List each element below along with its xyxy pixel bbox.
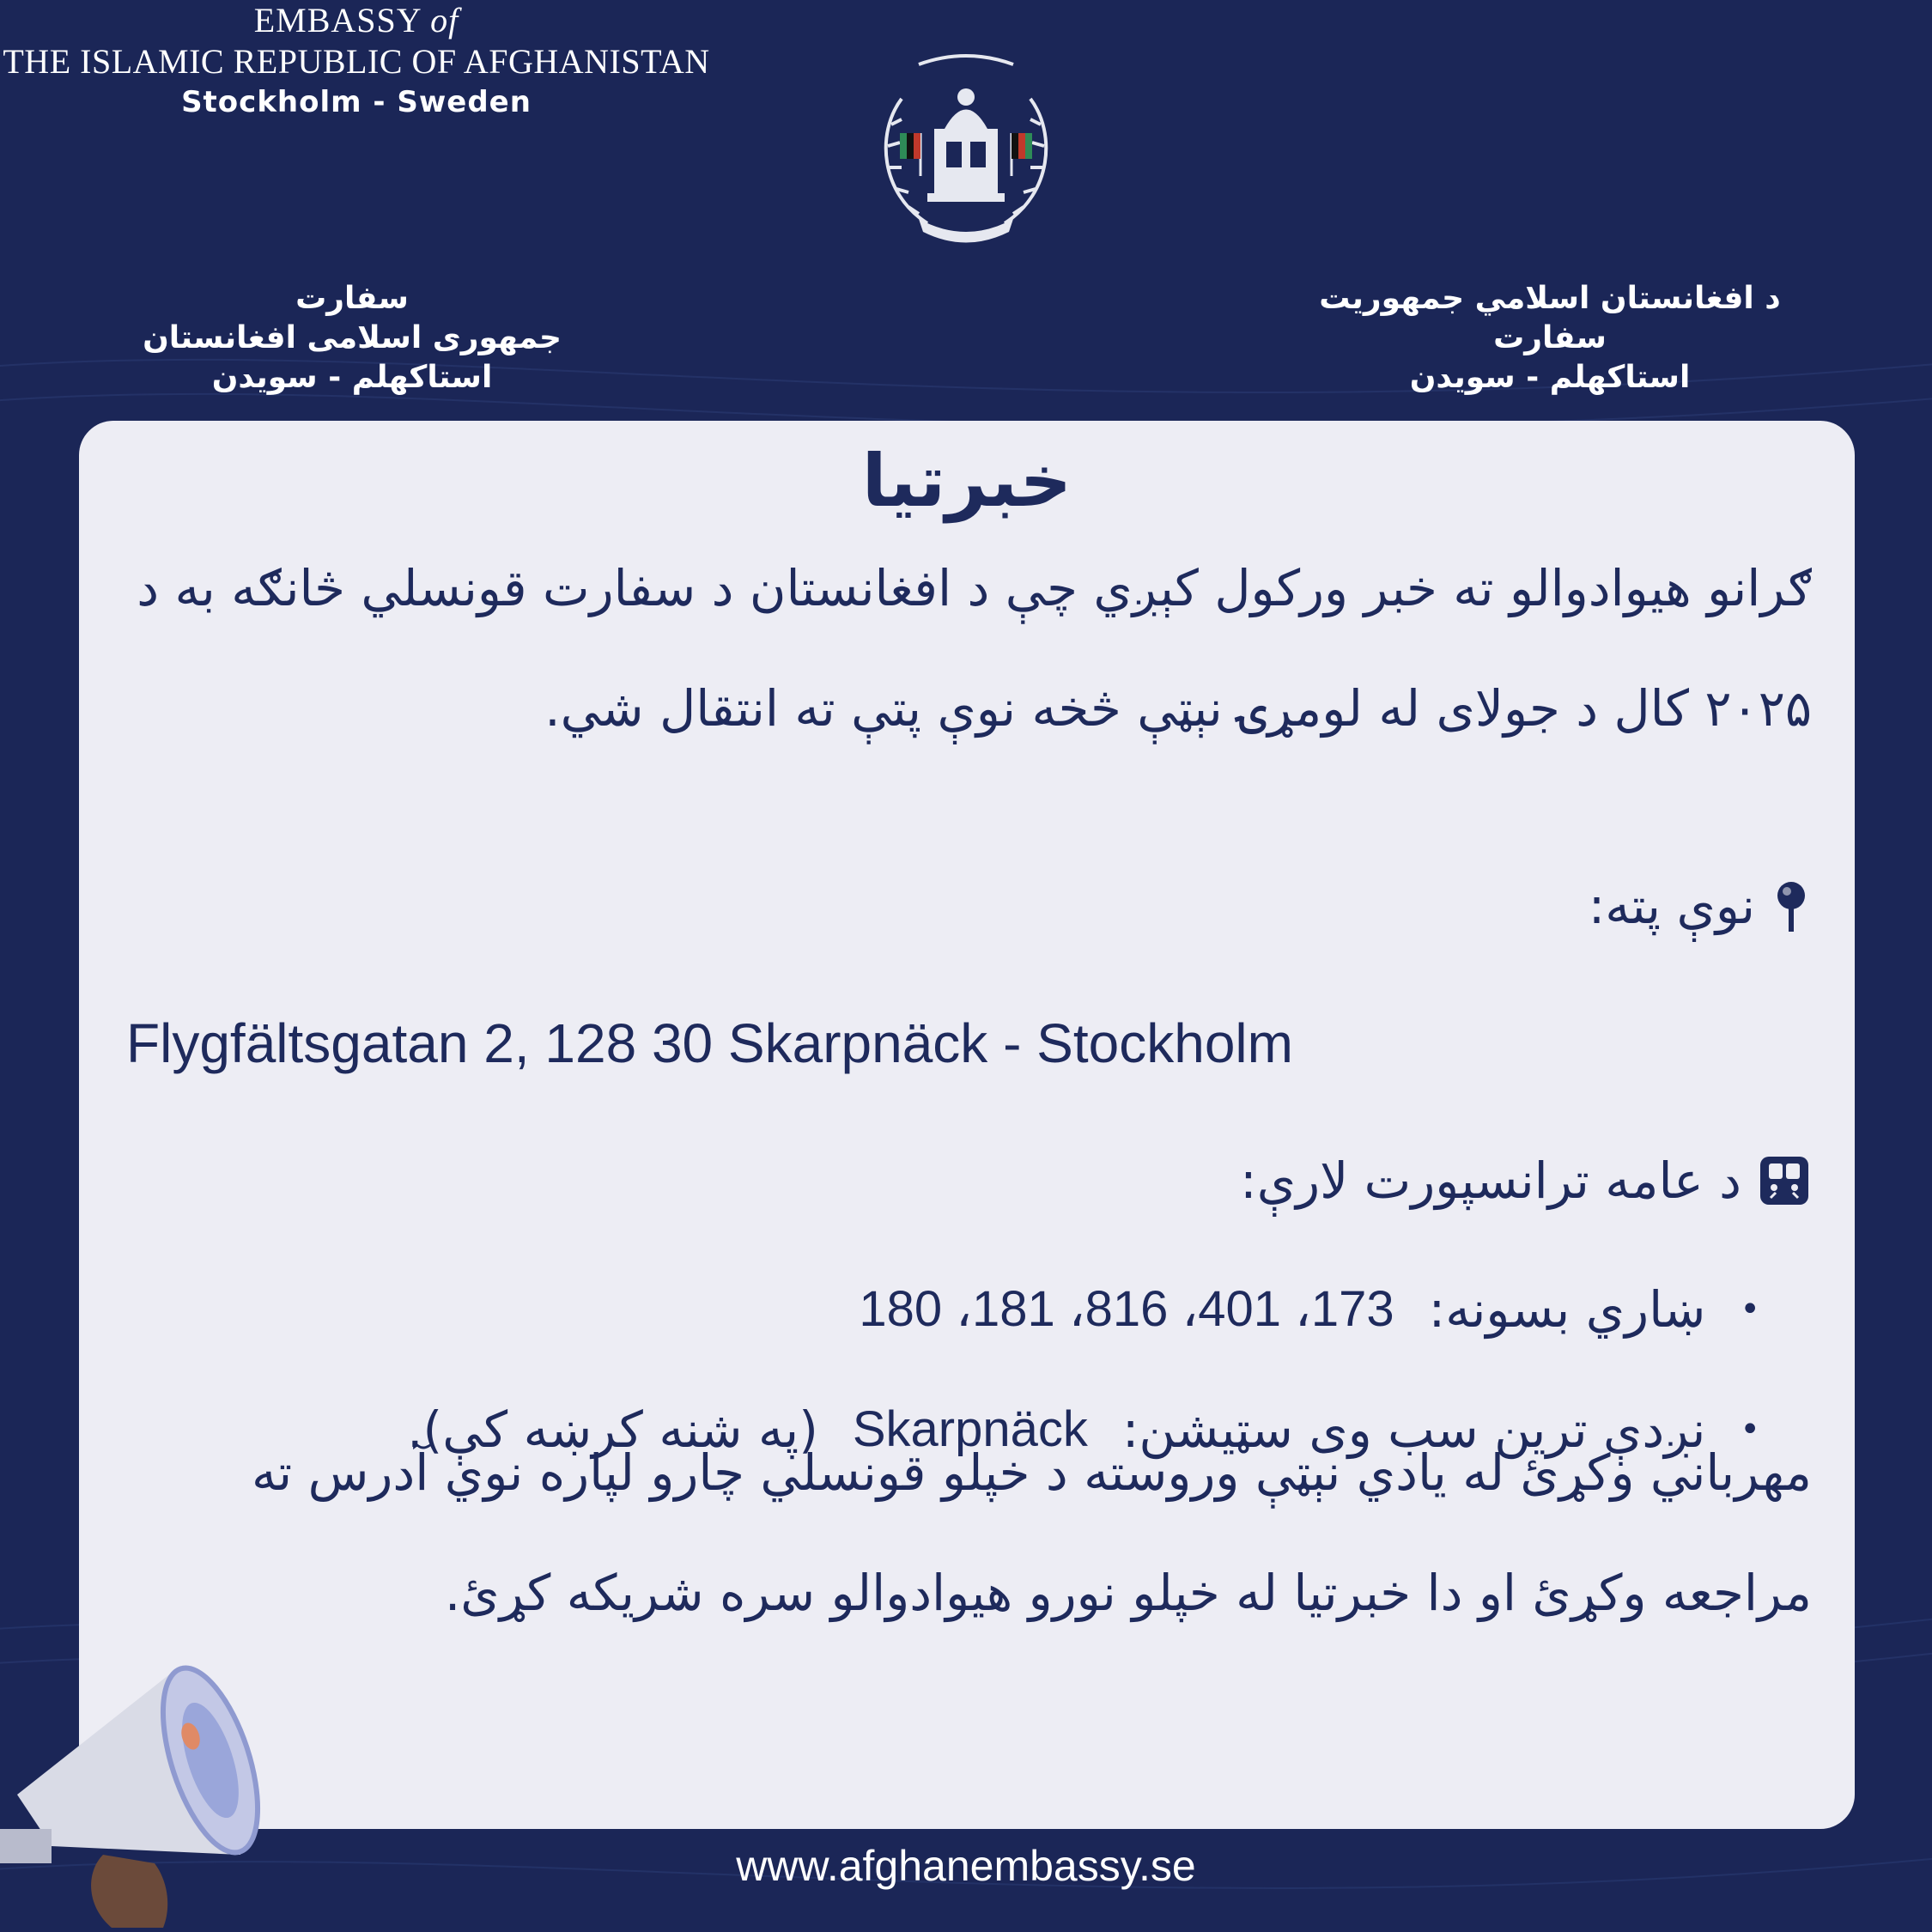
header-left-line2: جمهوری اسلامی افغانستان: [143, 320, 562, 355]
header-center-line3: Stockholm - Sweden: [181, 85, 532, 119]
header-embassy-word: EMBASSY: [253, 1, 422, 39]
transport-label: د عامه ترانسپورت لارې:: [1240, 1151, 1741, 1210]
subway-station: Skarpnäck: [852, 1401, 1088, 1457]
subway-note: (په شنه کرښه کې).: [407, 1400, 818, 1459]
bullet-buses: [859, 1271, 1760, 1348]
header-of-word: of: [430, 1, 459, 39]
address-label-row: [1589, 867, 1812, 945]
new-address: Flygfältsgatan 2, 128 30 Skarpnäck - Stockholm: [126, 1012, 1293, 1074]
announcement-closing: مهرباني وکړئ له یادي نېټې وروسته د خپلو قونسلي چارو لپاره نوي آدرس ته مراجعه وکړئ او دا خبرتیا له خپلو نورو هیوادوالو سره شریکه کړئ.: [251, 1443, 1812, 1622]
header-left-dari: [137, 279, 567, 398]
round-pushpin-icon: [1771, 878, 1812, 933]
announcement-intro: ګرانو هیوادوالو ته خبر ورکول کېږي چې د افغانستان د سفارت قونسلي څانګه به د ۲۰۲۵ کال د جولای له لومړۍ نېټې څخه نوې پتې ته انتقال شي.: [137, 559, 1812, 738]
buses-label: ښاري بسونه:: [1428, 1280, 1706, 1339]
announcement-title: خبرتیا: [861, 439, 1072, 523]
address-label: نوې پته:: [1588, 877, 1755, 935]
header-left-line3: استاکهلم - سویدن: [211, 360, 493, 395]
bullet-dot: •: [1740, 1410, 1760, 1449]
announcement-card: [79, 421, 1855, 1829]
header-left-line1: سفارت: [295, 281, 409, 316]
header-right-line1: د افغانستان اسلامي جمهوریت: [1319, 281, 1781, 316]
transport-label-row: [1240, 1142, 1812, 1219]
bullet-dot: •: [1740, 1290, 1760, 1329]
afghanistan-coat-of-arms-icon: [867, 47, 1065, 249]
header-center-line2: THE ISLAMIC REPUBLIC OF AFGHANISTAN: [3, 42, 710, 81]
buses-value: 173، 401، 816، 181، 180: [859, 1281, 1394, 1337]
subway-label: نږدې ترین سب وی سټیشن:: [1121, 1400, 1706, 1459]
metro-train-icon: [1757, 1153, 1812, 1208]
footer-website-link[interactable]: www.afghanembassy.se: [736, 1842, 1196, 1890]
header-right-line2: سفارت: [1493, 320, 1607, 355]
header-right-line3: استاکهلم - سویدن: [1409, 360, 1691, 395]
header-right-pashto: [1314, 279, 1786, 398]
